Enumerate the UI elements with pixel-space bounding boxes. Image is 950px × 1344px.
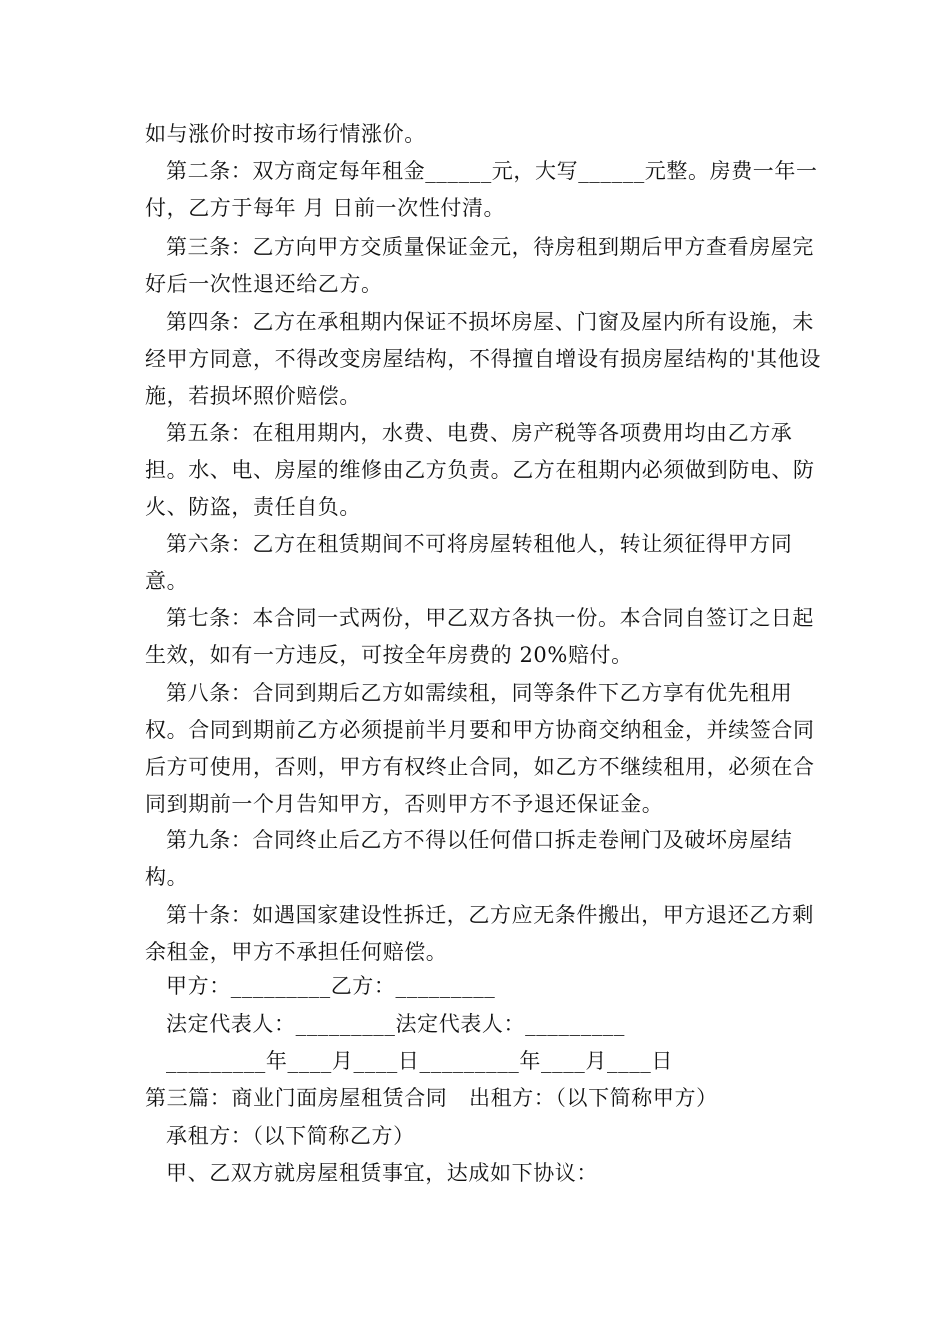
clause-10: 第十条：如遇国家建设性拆迁，乙方应无条件搬出，甲方退还乙方剩余租金，甲方不承担任何赔偿。 [145,903,814,964]
signature-representatives: 法定代表人：_________法定代表人：_________ [166,1012,625,1036]
clause-2: 第二条：双方商定每年租金______元，大写______元整。房费一年一付，乙方于每年 月 日前一次性付清。 [145,159,818,220]
clause-9: 第九条：合同终止后乙方不得以任何借口拆走卷闸门及破坏房屋结构。 [145,828,793,889]
agreement-intro: 甲、乙双方就房屋租赁事宜，达成如下协议： [166,1161,598,1185]
clause-3: 第三条：乙方向甲方交质量保证金元，待房租到期后甲方查看房屋完好后一次性退还给乙方。 [145,235,814,296]
paragraph-price-adjustment: 如与涨价时按市场行情涨价。 [145,122,426,146]
lessee-line: 承租方：（以下简称乙方） [166,1124,415,1148]
clause-4: 第四条：乙方在承租期内保证不损坏房屋、门窗及屋内所有设施，未经甲方同意，不得改变房屋结构，不得擅自增设有损房屋结构的'其他设施，若损坏照价赔偿。 [145,310,821,408]
clause-6: 第六条：乙方在租赁期间不可将房屋转租他人，转让须征得甲方同意。 [145,532,793,593]
signature-parties: 甲方：_________乙方：_________ [166,974,496,998]
section-3-title: 第三篇：商业门面房屋租赁合同 出租方：（以下简称甲方） [145,1086,718,1110]
clause-5: 第五条：在租用期内，水费、电费、房产税等各项费用均由乙方承担。水、电、房屋的维修由乙方负责。乙方在租期内必须做到防电、防火、防盗，责任自负。 [145,421,815,519]
signature-dates: _________年____月____日_________年____月____日 [166,1049,673,1073]
clause-7: 第七条：本合同一式两份，甲乙双方各执一份。本合同自签订之日起生效，如有一方违反，可按全年房费的 20%赔付。 [145,606,814,667]
clause-8: 第八条：合同到期后乙方如需续租，同等条件下乙方享有优先租用权。合同到期前乙方必须提前半月要和甲方协商交纳租金，并续签合同后方可使用，否则，甲方有权终止合同，如乙方不继续租用，必须在合同到期前一个月告知甲方，否则甲方不予退还保证金。 [145,681,815,816]
